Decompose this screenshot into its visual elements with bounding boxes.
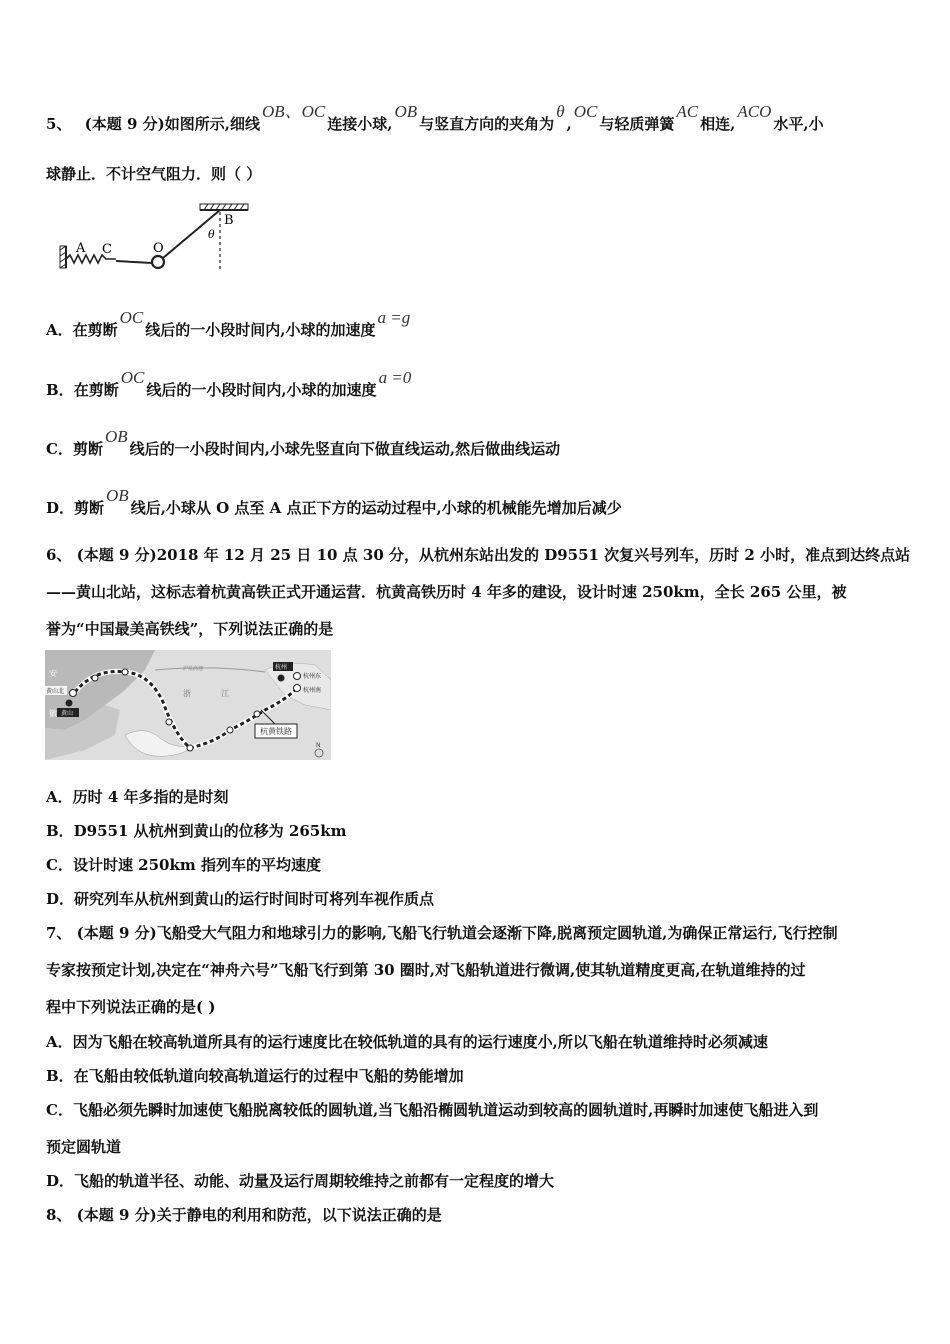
- map-label-huangshan-north: 黄山北: [46, 688, 65, 695]
- map-label-huangshan: 黄山: [61, 710, 74, 717]
- q5-math-ob-oc: OB、OC: [261, 102, 326, 121]
- station: [187, 745, 193, 751]
- option-math-2: a =g: [377, 308, 411, 327]
- q5-option-c: [46, 427, 561, 459]
- q6-stem-line-3: 誉为“中国最美高铁线”，下列说法正确的是: [46, 620, 334, 638]
- station: [122, 669, 128, 675]
- option-math: OB: [106, 486, 129, 505]
- map-label-hangzhou-south: 杭州南: [303, 687, 322, 694]
- option-math: OC: [119, 308, 144, 327]
- q7-option-a: A．因为飞船在较高轨道所具有的运行速度比在较低轨道的具有的运行速度小,所以飞船在轨道维持时必须减速: [46, 1033, 768, 1051]
- q6-stem-line-1: 6、 (本题 9 分)2018 年 12 月 25 日 10 点 30 分，从杭州东站出发的 D9551 次复兴号列车，历时 2 小时，准点到达终点站: [46, 546, 911, 564]
- string-oc: [116, 261, 152, 263]
- label-theta: θ: [208, 228, 215, 241]
- station: [227, 727, 233, 733]
- q5-math-ob: OB: [394, 102, 418, 121]
- map-label-an: 安: [49, 669, 57, 678]
- q5-stem-line-1: [46, 102, 824, 134]
- q5-option-b: [46, 368, 413, 400]
- map-label-hangzhou-east: 杭州东: [303, 673, 322, 680]
- q5-text-7: 水平,小: [773, 115, 824, 133]
- map-label-road: 沪昆高速: [183, 666, 204, 672]
- option-text-pre: 在剪断: [72, 321, 118, 339]
- station: [166, 719, 172, 725]
- q6-railway-map: [45, 650, 331, 760]
- option-text-post: 线后的一小段时间内,小球先竖直向下做直线运动,然后做曲线运动: [129, 440, 561, 458]
- option-math: OC: [120, 368, 145, 387]
- map-label-hangzhou: 杭州: [275, 664, 288, 671]
- q5-math-ac: AC: [676, 102, 699, 121]
- q7-stem-line-2: 专家按预定计划,决定在“神舟六号”飞船飞行到第 30 圈时,对飞船轨道进行微调,使其轨道精度更高,在轨道维持的过: [46, 961, 806, 979]
- q5-points: (本题 9 分): [84, 115, 165, 133]
- q5-text-5: 与轻质弹簧: [599, 115, 675, 133]
- option-text-post: 线后,小球从 O 点至 A 点正下方的运动过程中,小球的机械能先增加后减少: [130, 499, 622, 517]
- map-label-jiang: 江: [221, 689, 229, 698]
- option-label: B．: [46, 381, 74, 399]
- station: [294, 673, 301, 680]
- option-math-2: a =0: [378, 368, 412, 387]
- map-label-north: N: [316, 742, 321, 749]
- q7-option-c-cont: 预定圆轨道: [46, 1138, 122, 1156]
- q5-option-d: [46, 486, 622, 518]
- q6-option-b: B．D9551 从杭州到黄山的位移为 265km: [46, 822, 347, 840]
- option-label: C．: [46, 440, 73, 458]
- q5-text-2: 连接小球,: [327, 115, 393, 133]
- station: [254, 711, 260, 717]
- option-label: D．: [46, 499, 75, 517]
- option-text-pre: 剪断: [74, 499, 105, 517]
- q5-math-theta: θ: [556, 102, 565, 121]
- q6-option-d: D．研究列车从杭州到黄山的运行时间时可将列车视作质点: [46, 890, 435, 908]
- station: [294, 685, 301, 692]
- option-math: OB: [104, 427, 128, 446]
- q7-option-b: B．在飞船由较低轨道向较高轨道运行的过程中飞船的势能增加: [46, 1067, 464, 1085]
- q5-stem-line-2: 球静止．不计空气阻力．则（ ）: [46, 165, 262, 183]
- option-text-post: 线后的一小段时间内,小球的加速度: [146, 381, 377, 399]
- option-label: A．: [46, 321, 73, 339]
- q6-option-c: C．设计时速 250km 指列车的平均速度: [46, 856, 321, 874]
- map-label-hui: 徽: [49, 709, 57, 718]
- label-c: C: [102, 242, 112, 257]
- label-o: O: [153, 241, 164, 256]
- q5-math-aco: ACO: [737, 102, 772, 121]
- q5-option-a: [46, 308, 412, 340]
- map-label-railway: 杭黄铁路: [260, 727, 292, 736]
- station-huangshan: [66, 700, 73, 707]
- ball-o: [152, 256, 164, 268]
- station: [92, 675, 98, 681]
- q8-stem-line: 8、 (本题 9 分)关于静电的利用和防范，以下说法正确的是: [46, 1206, 442, 1224]
- q6-stem-line-2: ——黄山北站，这标志着杭黄高铁正式开通运营．杭黄高铁历时 4 年多的建设，设计时速 250km，全长 265 公里，被: [46, 583, 847, 601]
- q6-option-a: A．历时 4 年多指的是时刻: [46, 788, 229, 806]
- q5-math-oc: OC: [573, 102, 598, 121]
- q7-option-c: C．飞船必须先瞬时加速使飞船脱离较低的圆轨道,当飞船沿椭圆轨道运动到较高的圆轨道时,再瞬时加速使飞船进入到: [46, 1101, 819, 1119]
- option-text-post: 线后的一小段时间内,小球的加速度: [145, 321, 376, 339]
- q5-text-3: 与竖直方向的夹角为: [419, 115, 555, 133]
- q5-text-6: 相连,: [700, 115, 736, 133]
- q7-option-d: D．飞船的轨道半径、动能、动量及运行周期较维持之前都有一定程度的增大: [46, 1172, 555, 1190]
- option-text-pre: 在剪断: [73, 381, 119, 399]
- station-hangzhou: [278, 675, 285, 682]
- q5-spring-figure: [58, 200, 258, 280]
- q5-number: 5、: [46, 115, 72, 133]
- station: [70, 690, 77, 697]
- map-label-zhe: 浙: [183, 689, 191, 698]
- q7-stem-line-1: 7、 (本题 9 分)飞船受大气阻力和地球引力的影响,飞船飞行轨道会逐渐下降,脱离预定圆轨道,为确保正常运行,飞行控制: [46, 924, 838, 942]
- q7-stem-line-3: 程中下列说法正确的是( ): [46, 998, 216, 1016]
- option-text-pre: 剪断: [72, 440, 103, 458]
- q5-text-4: ,: [566, 115, 572, 133]
- label-b: B: [224, 213, 234, 228]
- label-a: A: [76, 241, 86, 256]
- q5-text-1: 如图所示,细线: [164, 115, 260, 133]
